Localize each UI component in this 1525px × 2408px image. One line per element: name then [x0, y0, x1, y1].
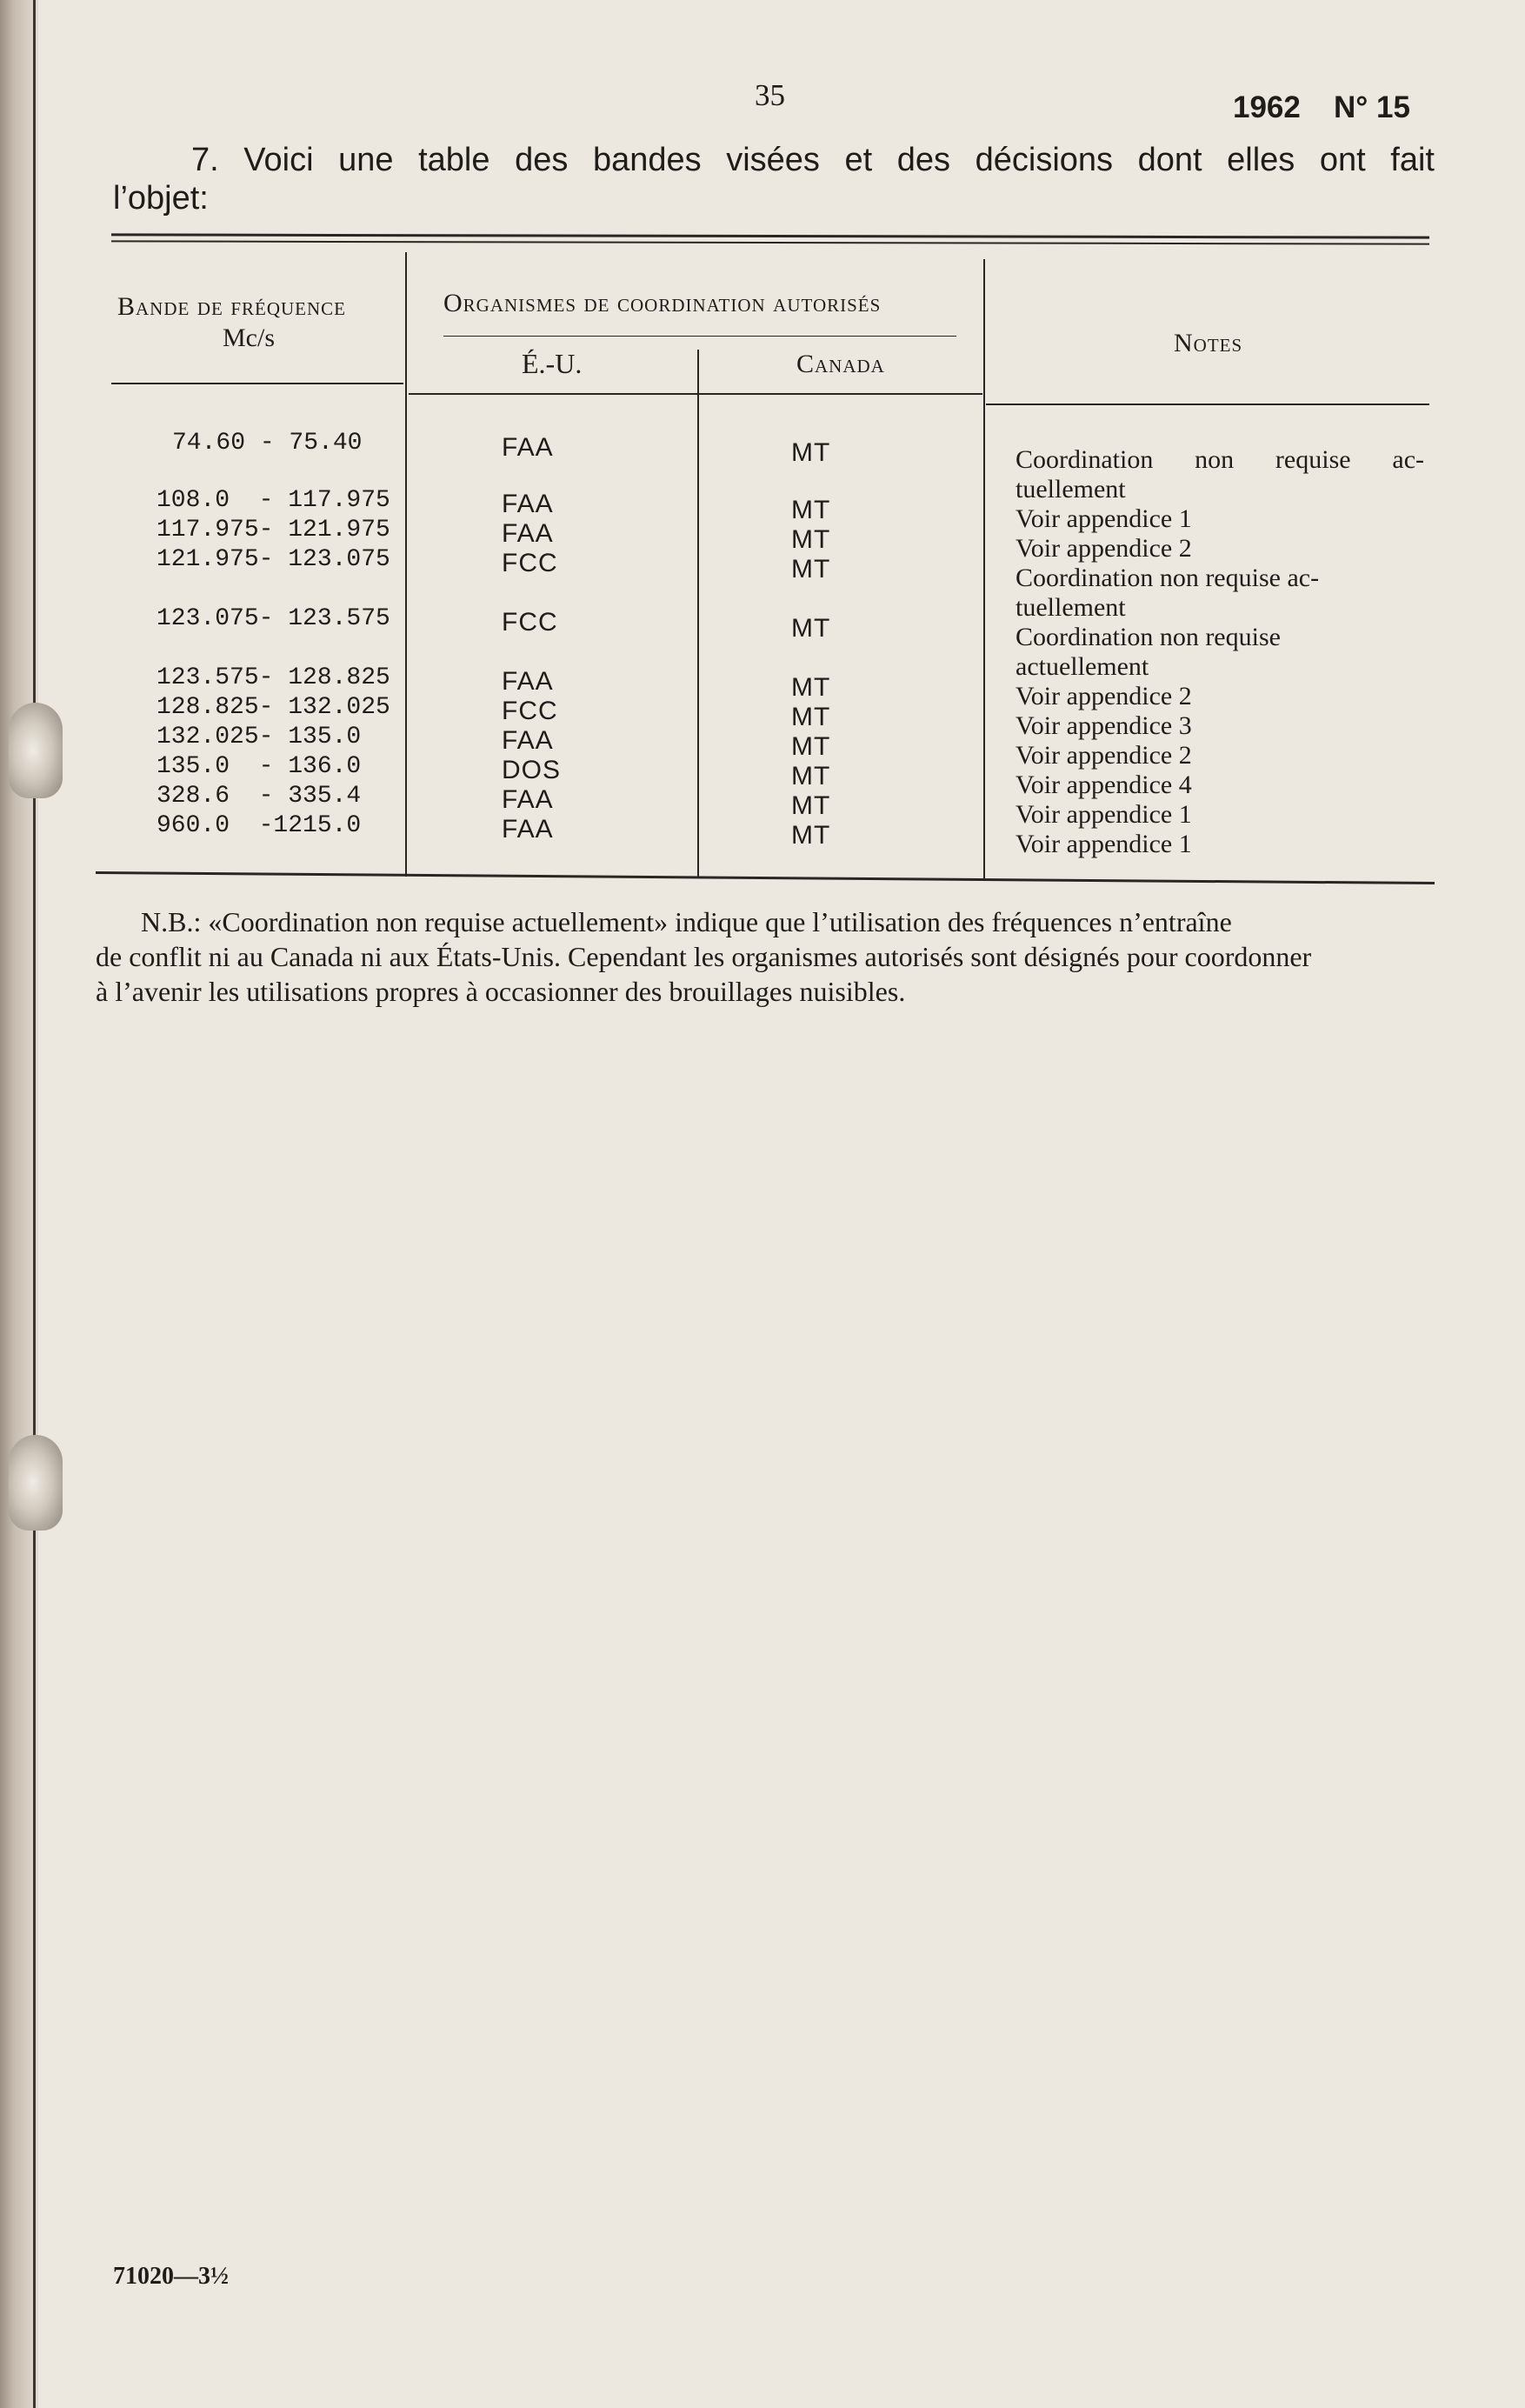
- header-issue-number: N° 15: [1334, 90, 1410, 124]
- usa-cell: FAA: [502, 519, 554, 548]
- usa-cell: FCC: [502, 697, 558, 725]
- col-divider-2: [697, 350, 699, 877]
- usa-cell: FCC: [502, 608, 558, 637]
- nb-line-3: à l’avenir les utilisations propres à occasionner des brouillages nuisibles.: [96, 976, 906, 1007]
- notes-line: Voir appendice 1: [1016, 800, 1192, 829]
- band-cell: 123.075- 123.575: [156, 605, 390, 632]
- canada-cell: MT: [791, 703, 831, 731]
- notes-line: Coordination non requise: [1016, 623, 1281, 651]
- notes-line: Coordination non requise ac-: [1016, 564, 1320, 592]
- binder-clip-top: [9, 703, 63, 798]
- canada-cell: MT: [791, 732, 831, 761]
- org-header-underline: [443, 336, 956, 337]
- notes-line: Voir appendice 3: [1016, 711, 1192, 740]
- band-cell: 960.0 -1215.0: [156, 812, 362, 839]
- header-usa: É.-U.: [522, 348, 583, 379]
- band-cell: 128.825- 132.025: [156, 694, 390, 721]
- intro-line-1: 7. Voici une table des bandes visées et des décisions dont elles ont fait: [191, 142, 1435, 178]
- nb-line-1: N.B.: «Coordination non requise actuellement» indique que l’utilisation des fréquences n’entraîne: [141, 906, 1232, 937]
- binding-line: [33, 0, 36, 2408]
- band-cell: 121.975- 123.075: [156, 546, 390, 573]
- col-divider-3: [983, 259, 985, 878]
- notes-line: tuellement: [1016, 593, 1126, 622]
- band-cell: 135.0 - 136.0: [156, 753, 362, 780]
- table-top-rule: [111, 233, 1429, 238]
- band-cell: 328.6 - 335.4: [156, 783, 362, 810]
- org-header-rule: [409, 393, 982, 395]
- header-year: 1962: [1233, 90, 1301, 124]
- usa-cell: FAA: [502, 726, 554, 755]
- usa-cell: FAA: [502, 433, 554, 462]
- canada-cell: MT: [791, 762, 831, 790]
- usa-cell: FAA: [502, 667, 554, 696]
- notes-header-rule: [986, 404, 1429, 405]
- notes-line: Voir appendice 4: [1016, 770, 1192, 799]
- notes-line: Voir appendice 2: [1016, 534, 1192, 563]
- notes-line: Voir appendice 1: [1016, 504, 1192, 533]
- nb-paragraph: [96, 904, 1417, 1009]
- header-notes: Notes: [1174, 329, 1243, 357]
- canada-cell: MT: [791, 614, 831, 643]
- band-cell: 132.025- 135.0: [156, 724, 362, 750]
- band-cell: 74.60 - 75.40: [172, 430, 363, 457]
- band-cell: 108.0 - 117.975: [156, 487, 390, 514]
- usa-cell: FCC: [502, 549, 558, 577]
- canada-cell: MT: [791, 673, 831, 702]
- intro-paragraph: [113, 141, 1435, 217]
- header-band-frequency: Bande de fréquence: [117, 292, 346, 321]
- notes-line: Voir appendice 1: [1016, 830, 1192, 858]
- nb-line-2: de conflit ni au Canada ni aux États-Unis. Cependant les organismes autorisés sont désignés pour coordonner: [96, 941, 1312, 972]
- page-number: 35: [755, 78, 785, 112]
- usa-cell: FAA: [502, 785, 554, 814]
- usa-cell: FAA: [502, 490, 554, 518]
- notes-line: actuellement: [1016, 652, 1149, 681]
- binder-clip-bottom: [9, 1435, 63, 1531]
- print-code: 71020—3½: [113, 2263, 229, 2290]
- canada-cell: MT: [791, 555, 831, 584]
- band-cell: 117.975- 121.975: [156, 517, 390, 544]
- notes-line: Coordination non requise ac-: [1016, 445, 1424, 474]
- col-divider-1: [405, 252, 407, 877]
- canada-cell: MT: [791, 496, 831, 524]
- band-header-rule: [111, 383, 403, 384]
- notes-line: Voir appendice 2: [1016, 682, 1192, 710]
- intro-line-2: l’objet:: [113, 180, 209, 217]
- canada-cell: MT: [791, 525, 831, 554]
- usa-cell: DOS: [502, 756, 562, 784]
- band-cell: 123.575- 128.825: [156, 664, 390, 691]
- header-canada: Canada: [796, 350, 885, 378]
- canada-cell: MT: [791, 821, 831, 850]
- header-coordination-bodies: Organismes de coordination autorisés: [443, 289, 882, 317]
- notes-line: Voir appendice 2: [1016, 741, 1192, 770]
- usa-cell: FAA: [502, 815, 554, 844]
- canada-cell: MT: [791, 438, 831, 467]
- canada-cell: MT: [791, 791, 831, 820]
- table-bottom-rule: [96, 871, 1435, 884]
- header-band-unit: Mc/s: [223, 324, 275, 352]
- table-top-rule-double: [111, 240, 1429, 244]
- notes-line: tuellement: [1016, 475, 1126, 504]
